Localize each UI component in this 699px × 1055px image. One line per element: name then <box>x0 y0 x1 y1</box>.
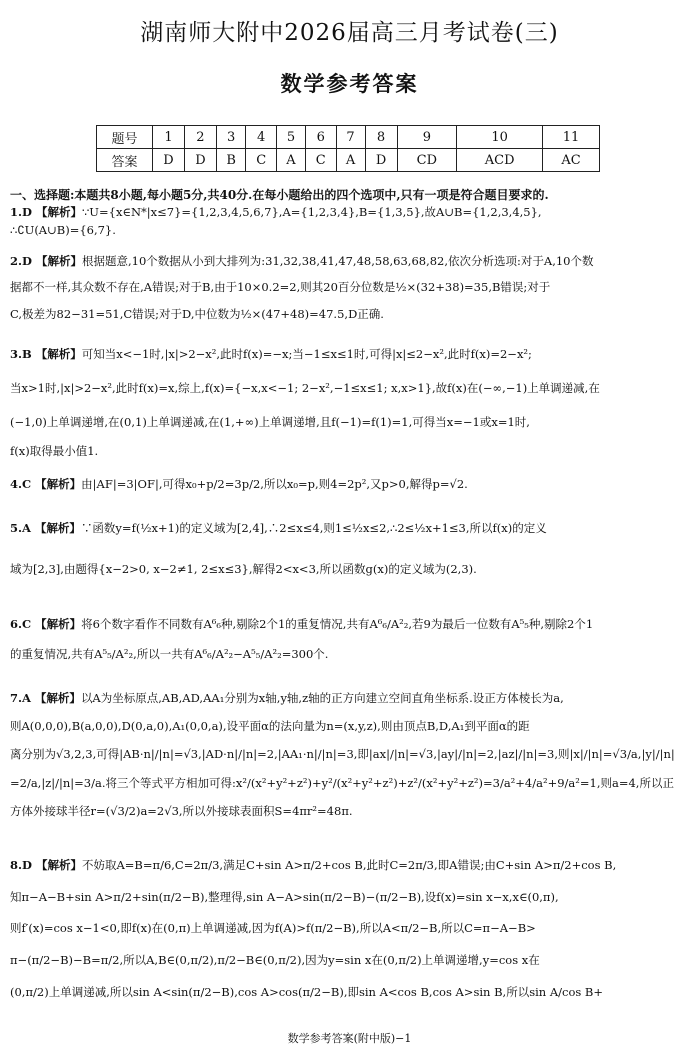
number-cell: 7 <box>336 126 365 149</box>
solution-8 <box>10 850 690 1008</box>
answer-row <box>97 149 600 172</box>
solution-line: 则A(0,0,0),B(a,0,0),D(0,a,0),A₁(0,0,a),设平面α的法向量为n=(x,y,z),则由顶点B,D,A₁到平面α的距 <box>10 719 530 734</box>
number-row <box>97 126 600 149</box>
answer-cell: C <box>246 149 277 172</box>
solution-head: 1.D 【解析】 <box>10 205 82 219</box>
answer-cell: AC <box>543 149 600 172</box>
row-label-number: 题号 <box>97 126 153 149</box>
solution-line: 以A为坐标原点,AB,AD,AA₁分别为x轴,y轴,z轴的正方向建立空间直角坐标系.设正方体棱长为a, <box>80 691 564 705</box>
solution-line: 方体外接球半径r=(√3/2)a=2√3,所以外接球表面积S=4πr²=48π. <box>10 803 353 818</box>
number-cell: 9 <box>397 126 457 149</box>
solution-line: 离分别为√3,2,3,可得|AB·n|/|n|=√3,|AD·n|/|n|=2,|AA₁·n|/|n|=3,即|ax|/|n|=√3,|ay|/|n|=2,|az|/|n|=3,则|x|/|n|=√3/a,|y|/|n| <box>10 747 675 762</box>
answer-cell: B <box>216 149 246 172</box>
solution-6 <box>10 610 690 670</box>
answer-cell: D <box>153 149 185 172</box>
solution-line: 不妨取A=B=π/6,C=2π/3,满足C+sin A>π/2+cos B,此时C=2π/3,即A错误;由C+sin A>π/2+cos B, <box>81 858 617 872</box>
answer-cell: ACD <box>457 149 543 172</box>
solution-head: 4.C 【解析】 <box>10 477 82 491</box>
row-label-answer: 答案 <box>97 149 153 172</box>
solution-line: 域为[2,3],由题得{x−2>0, x−2≠1, 2≤x≤3},解得2<x<3,所以函数g(x)的定义域为(2,3). <box>10 561 477 576</box>
solution-line: (−1,0)上单调递增,在(0,1)上单调递减,在(1,+∞)上单调递增,且f(−1)=f(1)=1,可得当x=−1或x=1时, <box>10 415 530 430</box>
page-subtitle: 数学参考答案 <box>280 71 419 96</box>
solution-1 <box>10 204 690 240</box>
answer-cell: CD <box>397 149 457 172</box>
number-cell: 6 <box>305 126 336 149</box>
answer-cell: A <box>276 149 305 172</box>
solution-line: 当x>1时,|x|>2−x²,此时f(x)=x,综上,f(x)={−x,x<−1; 2−x²,−1≤x≤1; x,x>1},故f(x)在(−∞,−1)上单调递减,在 <box>10 381 600 396</box>
number-cell: 10 <box>457 126 543 149</box>
answer-cell: D <box>365 149 397 172</box>
solution-head: 7.A 【解析】 <box>10 691 81 705</box>
number-cell: 8 <box>365 126 397 149</box>
solution-line: ∵U={x∈N*|x≤7}={1,2,3,4,5,6,7},A={1,2,3,4},B={1,3,5},故A∪B={1,2,3,4,5}, <box>81 205 542 219</box>
solution-2 <box>10 248 690 327</box>
solution-line: 根据题意,10个数据从小到大排列为:31,32,38,41,47,48,58,63,68,82,依次分析选项:对于A,10个数 <box>81 254 594 268</box>
solution-4 <box>10 476 690 494</box>
solution-head: 6.C 【解析】 <box>10 617 82 631</box>
section-heading: 一、选择题:本题共8小题,每小题5分,共40分.在每小题给出的四个选项中,只有一项是符合题目要求的. <box>10 188 549 202</box>
number-cell: 4 <box>246 126 277 149</box>
solution-line: 则f′(x)=cos x−1<0,即f(x)在(0,π)上单调递减,因为f(A)>f(π/2−B),所以A<π/2−B,所以C=π−A−B> <box>10 921 536 936</box>
number-cell: 3 <box>216 126 246 149</box>
solution-line: 据都不一样,其众数不存在,A错误;对于B,由于10×0.2=2,则其20百分位数是½×(32+38)=35,B错误;对于 <box>10 280 551 295</box>
number-cell: 2 <box>184 126 216 149</box>
solution-5 <box>10 514 690 584</box>
solution-head: 5.A 【解析】 <box>10 521 81 535</box>
solution-head: 2.D 【解析】 <box>10 254 82 268</box>
solution-line: 的重复情况,共有A⁵₅/A²₂,所以一共有A⁶₆/A²₂−A⁵₅/A²₂=300个. <box>10 646 329 661</box>
solution-line: 将6个数字看作不同数有A⁶₆种,剔除2个1的重复情况,共有A⁶₆/A²₂,若9为最后一位数有A⁵₅种,剔除2个1 <box>81 617 594 631</box>
solution-3 <box>10 340 690 465</box>
solution-line: C,极差为82−31=51,C错误;对于D,中位数为½×(47+48)=47.5,D正确. <box>10 306 384 321</box>
number-cell: 11 <box>543 126 600 149</box>
solution-head: 8.D 【解析】 <box>10 858 82 872</box>
solution-line: f(x)取得最小值1. <box>10 443 99 458</box>
solution-line: 由|AF|=3|OF|,可得x₀+p/2=3p/2,所以x₀=p,则4=2p²,又p>0,解得p=√2. <box>81 477 468 491</box>
page-title: 湖南师大附中2026届高三月考试卷(三) <box>140 20 559 46</box>
solution-line: 知π−A−B+sin A>π/2+sin(π/2−B),整理得,sin A−A>sin(π/2−B)−(π/2−B),设f(x)=sin x−x,x∈(0,π), <box>10 889 559 904</box>
answer-cell: C <box>305 149 336 172</box>
number-cell: 1 <box>153 126 185 149</box>
solution-7 <box>10 684 690 825</box>
solution-line: (0,π/2)上单调递减,所以sin A<sin(π/2−B),cos A>cos(π/2−B),即sin A<cos B,cos A>sin B,所以sin A/cos B+ <box>10 984 604 999</box>
answer-cell: D <box>184 149 216 172</box>
solution-line: ∵函数y=f(½x+1)的定义域为[2,4],∴2≤x≤4,则1≤½x≤2,∴2≤½x+1≤3,所以f(x)的定义 <box>80 521 547 535</box>
answer-table <box>96 125 600 172</box>
solution-line: ∴∁U(A∪B)={6,7}. <box>10 222 116 237</box>
page-footer: 数学参考答案(附中版)−1 <box>287 1032 412 1045</box>
solution-head: 3.B 【解析】 <box>10 347 82 361</box>
solution-line: π−(π/2−B)−B=π/2,所以A,B∈(0,π/2),π/2−B∈(0,π/2),因为y=sin x在(0,π/2)上单调递增,y=cos x在 <box>10 952 540 967</box>
number-cell: 5 <box>276 126 305 149</box>
solution-line: 可知当x<−1时,|x|>2−x²,此时f(x)=−x;当−1≤x≤1时,可得|x|≤2−x²,此时f(x)=2−x²; <box>81 347 532 361</box>
answer-cell: A <box>336 149 365 172</box>
solution-line: =2/a,|z|/|n|=3/a.将三个等式平方相加可得:x²/(x²+y²+z²)+y²/(x²+y²+z²)+z²/(x²+y²+z²)=3/a²+4/a²+9/a²=1,则a=4,所以正 <box>10 775 674 790</box>
